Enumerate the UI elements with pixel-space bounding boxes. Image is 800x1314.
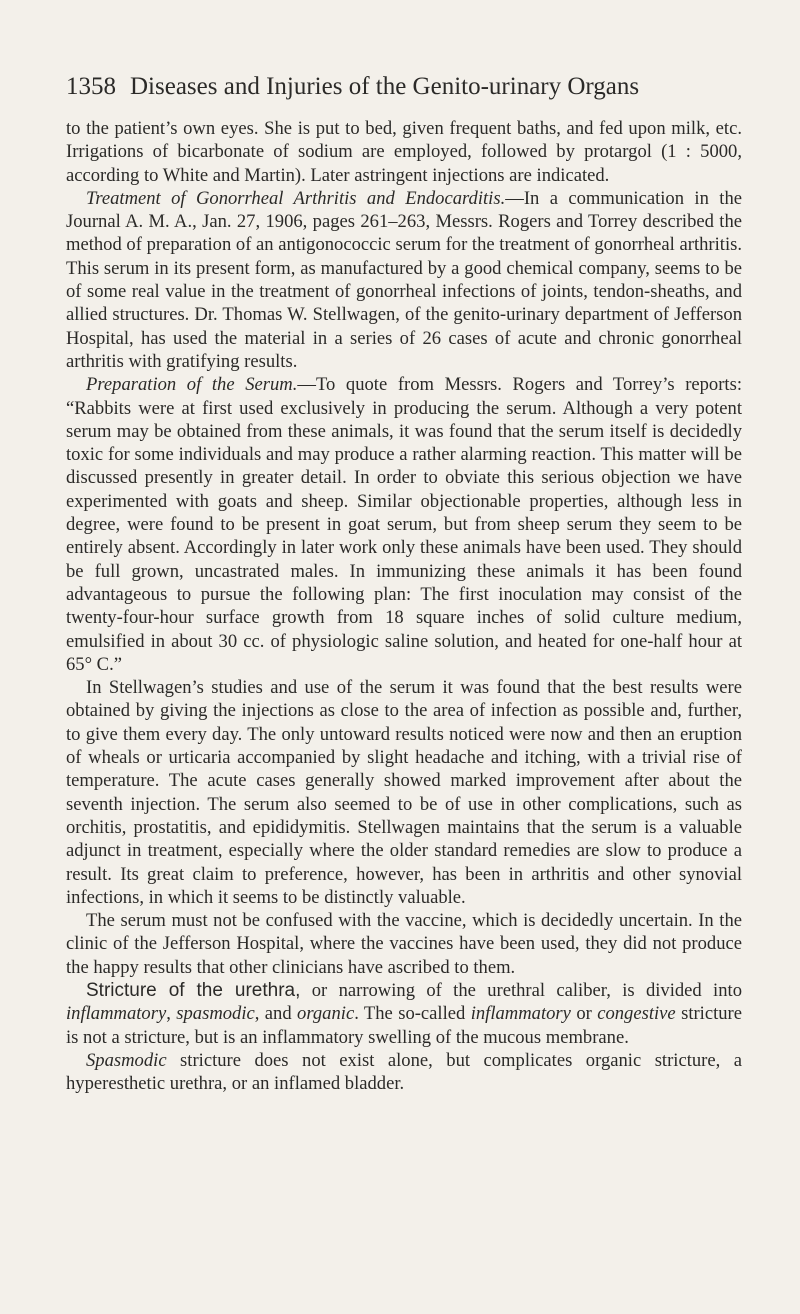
separator: , <box>166 1003 177 1025</box>
paragraph-stellwagen-studies <box>66 676 742 909</box>
body-text <box>66 117 742 1095</box>
section-heading: Treatment of Gonorrheal Arthritis and Endocarditis. <box>86 187 506 209</box>
paragraph-text: —In a communication in the Journal A. M. A., Jan. 27, 1906, pages 261–263, Messrs. Rogers and Torrey described the method of preparation of an antigonococcic serum for the treatment of gonorrheal arthritis. This serum in its present form, as manufactured by a good chemical company, seems to be of some real value in the treatment of gonorrheal infections of joints, tendon-sheaths, and allied structures. Dr. Thomas W. Stellwagen, of the genito-urinary department of Jefferson Hospital, has used the material in a series of 26 cases of acute and chronic gonorrheal arthritis with gratifying results. <box>66 187 742 372</box>
paragraph-spasmodic <box>66 1049 742 1096</box>
paragraph-serum-preparation <box>66 373 742 676</box>
section-heading: Preparation of the Serum. <box>86 374 298 396</box>
term: inflammatory <box>470 1003 571 1025</box>
paragraph-text: or narrowing of the urethral caliber, is divided into <box>300 979 742 1001</box>
paragraph-arthritis-treatment <box>66 187 742 373</box>
term: spasmodic <box>176 1003 255 1025</box>
paragraph-text: to the patient’s own eyes. She is put to bed, given frequent baths, and fed upon milk, etc. Irrigations of bicarbonate of sodium are employed, followed by protargol (1 : 5000, according to White and Martin). Later astringent injections are indicated. <box>66 118 742 186</box>
page-header <box>66 72 746 102</box>
paragraph-text: stricture is not a stricture, but is an inflammatory swelling of the mucous membrane. <box>66 1003 742 1048</box>
term: organic <box>297 1003 355 1025</box>
term: congestive <box>597 1003 676 1025</box>
paragraph-text: stricture does not exist alone, but complicates organic stricture, a hyperesthetic urethra, or an inflamed bladder. <box>66 1049 742 1095</box>
separator: or <box>570 1003 598 1025</box>
paragraph-text: In Stellwagen’s studies and use of the serum it was found that the best results were obtained by giving the injections as close to the area of infection as possible and, further, to give them every day. The only untoward results noticed were now and then an eruption of wheals or urticaria accompanied by slight headache and itching, with a trivial rise of temperature. The acute cases generally showed marked improvement after about the seventh injection. The serum also seemed to be of use in other complications, such as orchitis, prostatitis, and epididymitis. Stellwagen maintains that the serum is a valuable adjunct in treatment, especially where the older standard remedies are slow to produce a result. Its great claim to preference, however, has been in arthritis and other synovial infections, in which it seems to be distinctly valuable. <box>66 677 742 908</box>
paragraph-continuation <box>66 117 742 187</box>
page-number: 1358 <box>66 73 116 100</box>
section-heading: Spasmodic <box>86 1049 167 1071</box>
paragraph-text: . The so-called <box>354 1003 471 1025</box>
paragraph-vaccine <box>66 909 742 979</box>
paragraph-stricture <box>66 979 742 1049</box>
paragraph-text: The serum must not be confused with the vaccine, which is decidedly uncertain. In the clinic of the Jefferson Hospital, where the vaccines have been used, they did not produce the happy results that other clinicians have ascribed to them. <box>66 910 742 978</box>
separator: , and <box>254 1003 298 1025</box>
paragraph-text: —To quote from Messrs. Rogers and Torrey’s reports: “Rabbits were at first used exclusively in producing the serum. Although a very potent serum may be obtained from these animals, it was found that the serum itself is decidedly toxic for some individuals and may produce a rather alarming reaction. This matter will be discussed presently in greater detail. In order to obviate this serious objection we have experimented with goats and sheep. Similar objectionable properties, although less in degree, were found to be present in goat serum, but from sheep serum they seem to be entirely absent. Accordingly in later work only these animals have been used. They should be full grown, uncastrated males. In immunizing these animals it has been found advantageous to pursue the following plan: The first inoculation may consist of the twenty-four-hour surface growth from 18 square inches of solid culture medium, emulsified in about 30 cc. of physiologic saline solution, and heated for one-half hour at 65° C.” <box>66 374 742 675</box>
running-title: Diseases and Injuries of the Genito-urinary Organs <box>130 73 640 100</box>
section-heading: Stricture of the urethra, <box>86 979 301 1001</box>
term: inflammatory <box>66 1003 167 1025</box>
